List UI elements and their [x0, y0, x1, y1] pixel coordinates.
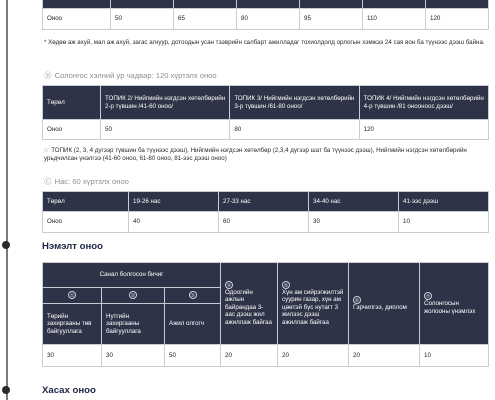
section-korean-label: Солонгос хэлний ур чадвар: 120 хүртэлх оноо — [54, 71, 217, 80]
score-cell: 60 — [219, 212, 309, 233]
score-cell: 80 — [237, 9, 300, 30]
score-cell: 120 — [359, 120, 488, 140]
column-header: 27-33 нас — [219, 192, 309, 212]
korean-note: ☞ ТОПИК (2, 3, 4 дүгээр түвшин ба түүнээс дээш), Нийгмийн нэгдсэн хөтөлбөр (2,3,4 дүгээр шат ба түүнээс дээш), Нийгмийн нэгдсэн хөтөлбөрийн урьдчилсан үнэлгээ (41-60 оноо, 61-80 оноо, 81-ээс дээш оноо) — [44, 147, 467, 163]
timeline-dot-extra — [2, 241, 10, 249]
column-header — [165, 288, 221, 304]
circle-3-icon: ③ — [190, 293, 195, 300]
column-header: Төрийн захиргааны төв байгууллага — [43, 304, 102, 345]
section-age-heading — [44, 176, 129, 187]
circle-2-icon: ② — [130, 293, 136, 300]
column-header: ТОПИК 2/ Нийгмийн нэгдсэн хөтөлбөрийн 2-р түвшин /41-60 оноо/ — [101, 86, 230, 120]
score-cell: 30 — [102, 345, 165, 367]
column-header: 34-40 нас — [309, 192, 399, 212]
score-cell: 65 — [174, 9, 237, 30]
column-header: 19-26 нас — [129, 192, 219, 212]
timeline-dot-deduct — [2, 386, 10, 394]
extra-points-title: Нэмэлт оноо — [42, 241, 103, 252]
circle-1-icon: ① — [69, 293, 75, 300]
column-header — [43, 288, 102, 304]
table-row — [43, 9, 489, 30]
score-cell: 95 — [300, 9, 363, 30]
score-cell: 80 — [230, 120, 359, 140]
column-header: Нутгийн захиргааны байгууллага — [102, 304, 165, 345]
table-row — [43, 120, 489, 140]
extra-header-row — [43, 263, 489, 288]
circle-b-icon: Ⓑ — [44, 71, 52, 80]
korean-table — [42, 85, 489, 140]
extra-points-table — [42, 262, 489, 367]
column-header: ТОПИК 3/ Нийгмийн нэгдсэн хөтөлбөрийн 3-р түвшин /61-80 оноо/ — [230, 86, 359, 120]
circle-6-icon: ⑥ — [354, 297, 360, 304]
circle-4-icon: ④ — [226, 282, 232, 289]
column-header: ⑦ Солонгосын жолооны үнэмлэх — [420, 263, 489, 345]
income-table — [42, 0, 489, 30]
column-header: ⑥ Гэрчилгээ, диплом — [349, 263, 420, 345]
column-header: ТОПИК 4/ Нийгмийн нэгдсэн хөтөлбөрийн 4-р түвшин /81 онооноос дээш/ — [359, 86, 488, 120]
score-cell: 30 — [309, 212, 399, 233]
score-cell: 10 — [420, 345, 489, 367]
column-header: ⑤ Хүн ам сийрэгжилтэй суурин газар, хүн ам цөөтэй бүс нутагт 3 жилээс дээш ажиллаж байгаа — [278, 263, 349, 345]
score-cell: 110 — [363, 9, 426, 30]
score-cell: 50 — [165, 345, 221, 367]
recommendation-group-header: Санал болгосон бичиг — [43, 263, 221, 288]
section-korean-heading — [44, 70, 217, 81]
circle-c-icon: Ⓒ — [44, 177, 52, 186]
age-table — [42, 191, 489, 233]
score-cell: 50 — [101, 120, 230, 140]
score-cell: 10 — [399, 212, 489, 233]
column-header: Ажил олгогч — [165, 304, 221, 345]
score-cell: 30 — [43, 345, 102, 367]
table-row — [43, 212, 489, 233]
column-header — [102, 288, 165, 304]
score-cell: 40 — [129, 212, 219, 233]
section-age-label: Нас: 60 хүртэлх оноо — [54, 177, 129, 186]
table-row — [43, 345, 489, 367]
column-header: 41-ээс дээш — [399, 192, 489, 212]
column-header: Төрөл — [43, 86, 101, 120]
score-cell: 20 — [221, 345, 278, 367]
circle-5-icon: ⑤ — [283, 282, 289, 289]
column-header: Төрөл — [43, 192, 129, 212]
deduct-points-title: Хасах оноо — [42, 385, 96, 396]
income-header-row — [43, 0, 489, 9]
score-cell: 20 — [278, 345, 349, 367]
row-label: Оноо — [43, 212, 129, 233]
score-cell: 50 — [111, 9, 174, 30]
income-footnote: * Хөдөө аж ахуй, мал аж ахуй, загас агнуур, дотоодын усан тээврийн салбарт ажилладаг тохиолдолд орлогын хэмжээ 24 сая вон ба түүнээс дээш байна. — [44, 39, 485, 46]
score-cell: 120 — [426, 9, 489, 30]
score-cell: 20 — [349, 345, 420, 367]
circle-7-icon: ⑦ — [425, 294, 431, 301]
korean-header-row — [43, 86, 489, 120]
timeline-line — [6, 0, 8, 400]
row-label: Оноо — [43, 9, 111, 30]
age-header-row — [43, 192, 489, 212]
row-label: Оноо — [43, 120, 101, 140]
column-header: ④ Одоогийн ажлын байрандаа 3-аас дээш жил ажиллаж байгаа — [221, 263, 278, 345]
